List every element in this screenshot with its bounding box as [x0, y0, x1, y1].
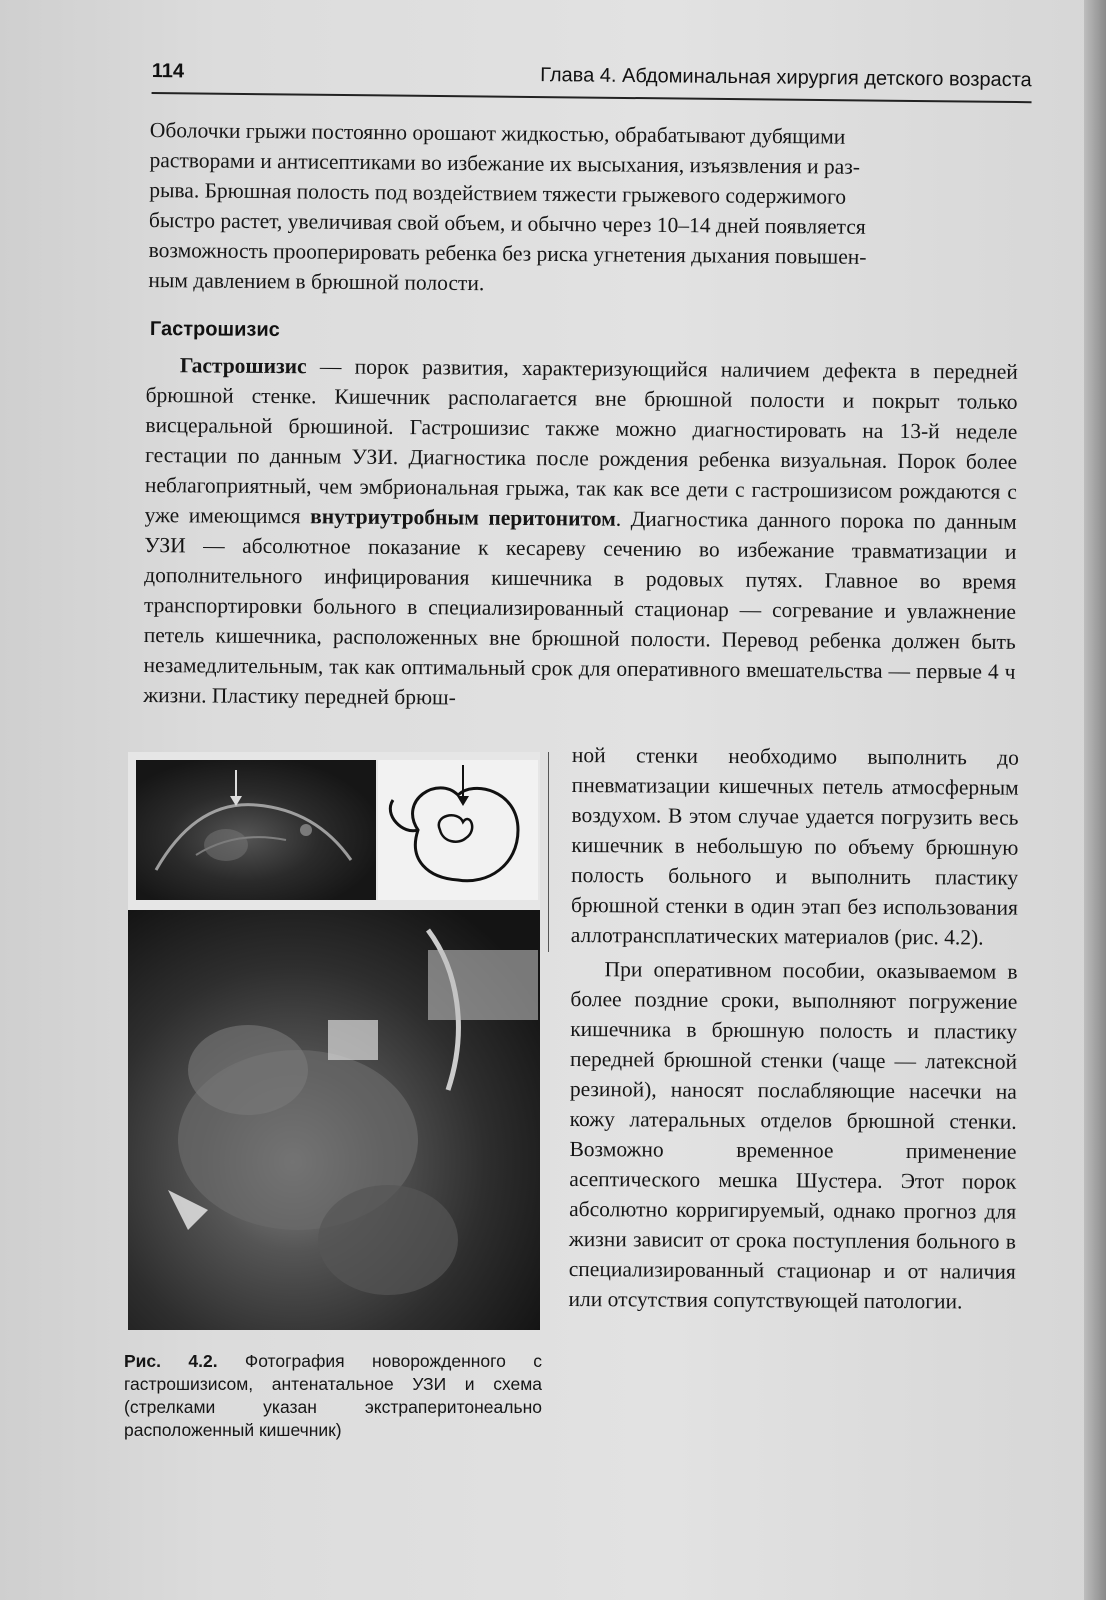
gastroschisis-paragraph — [143, 350, 1018, 717]
intro-line: ным давлением в брюшной полости. — [148, 267, 485, 296]
intro-line: возможность прооперировать ребенка без риска угнетения дыхания повышен- — [148, 237, 867, 269]
figure-caption — [124, 1350, 542, 1442]
intro-paragraph — [148, 115, 1018, 303]
schema-drawing — [378, 760, 538, 900]
page-number: 114 — [151, 59, 185, 83]
column-divider — [548, 752, 549, 952]
section-heading: Гастрошизис — [149, 318, 280, 341]
intro-line: быстро растет, увеличивая свой объем, и обычно через 10–14 дней появляется — [148, 207, 866, 239]
newborn-photo — [128, 910, 540, 1330]
intro-line: Оболочки грыжи постоянно орошают жидкостью, обрабатывают дубящими — [149, 117, 846, 149]
column-paragraph: ной стенки необходимо выполнить до пневматизации кишечных петель атмосферным воздухом. В этом случае удается погрузить весь кишечник в небольшую по объему брюшную полость больного и выполнить пластику брюшной стенки в один этап без использования аллотрансплатических материалов (рис. 4.2). — [570, 742, 1019, 950]
paragraph-text: — порок развития, характеризующийся наличием дефекта в передней брюшной стенке. Кишечник располагается вне брюшной полости и покрыт только висцеральной брюшиной. Гастрошизис также можно диагностировать на 13-й неделе гестации по данным УЗИ. Диагностика после рождения ребенка визуальная. Порок более неблагоприятный, чем эмбриональная грыжа, так как все дети с гастрошизисом рождаются с уже имеющимся — [144, 354, 1018, 529]
page-edge — [1084, 0, 1106, 1600]
page-header — [152, 52, 1032, 103]
ultrasound-image — [136, 760, 376, 900]
paragraph-text-cont: . Диагностика данного порока по данным УЗИ — абсолютное показание к кесареву сечению во избежание травматизации и дополнительного инфицирования кишечника в родовых путях. Главное во время транспортировки больного в специализированный стационар — согревание и увлажнение петель кишечника, расположенных вне брюшной полости. Перевод ребенка должен быть незамедлительным, так как оптимальный срок для оперативного вмешательства — первые 4 ч жизни. Пластику передней брюш- — [143, 506, 1017, 710]
caption-text: Фотография новорожденного с гастрошизисом, антенатальное УЗИ и схема (стрелками указан экстраперитонеально расположенный кишечник) — [124, 1351, 542, 1440]
intro-line: растворами и антисептиками во избежание их высыхания, изъязвления и раз- — [149, 147, 861, 179]
running-head: Глава 4. Абдоминальная хирургия детского возраста — [540, 64, 1032, 92]
figure-4-2 — [128, 752, 540, 1330]
caption-label: Рис. 4.2. — [124, 1351, 218, 1371]
column-paragraph-2: При оперативном пособии, оказываемом в более поздние сроки, выполняют погружение кишечника в брюшную полость и пластику передней брюшной стенки (чаще — латексной резиной), наносят послабляющие насечки на кожу латеральных отделов брюшной стенки. Возможно временное применение асептического мешка Шустера. Этот порок абсолютно корригируемый, однако прогноз для жизни зависит от срока поступления больного в специализированный стационар и от наличия или отсутствия сопутствующей патологии. — [568, 957, 1018, 1314]
right-column — [568, 740, 1018, 1317]
term: Гастрошизис — [179, 353, 307, 379]
bold-phrase: внутриутробным перитонитом — [310, 504, 616, 531]
intro-line: рыва. Брюшная полость под воздействием тяжести грыжевого содержимого — [149, 177, 847, 209]
